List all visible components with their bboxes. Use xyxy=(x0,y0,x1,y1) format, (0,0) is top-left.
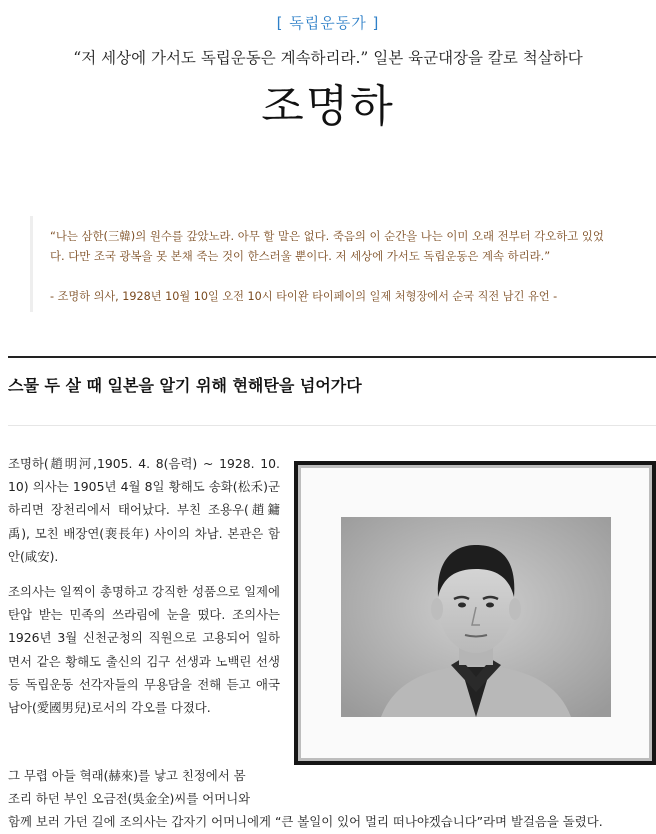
subtitle: “저 세상에 가서도 독립운동은 계속하리라.” 일본 육군대장을 칼로 척살하다 xyxy=(73,49,583,67)
quote-block xyxy=(30,216,656,312)
quote-text xyxy=(50,226,656,266)
paragraph-3 xyxy=(8,764,656,834)
paragraph-1: 조명하(趙明河,1905. 4. 8(음력) ~ 1928. 10. 10) 의사는 1905년 4월 8일 황해도 송화(松禾)군 하리면 장천리에서 태어났다. 부친 조용우(趙鏞禹), 모친 배장연(裵長年) 사이의 차남. 본관은 함안(咸安). xyxy=(8,456,280,564)
portrait-mat xyxy=(298,465,652,761)
quote-line-1: “나는 삼한(三韓)의 원수를 갚았노라. 아무 할 말은 없다. 죽음의 이 순간을 나는 이미 오래 전부터 각오하고 있었 xyxy=(50,229,604,243)
portrait-frame xyxy=(294,461,656,765)
quote-line-2: 다. 다만 조국 광복을 못 본채 죽는 것이 한스러울 뿐이다. 저 세상에 가서도 독립운동은 계속 하리라.” xyxy=(50,249,551,263)
paragraph-3-line-3: 함께 보러 가던 길에 조의사는 갑자기 어머니에게 “큰 볼일이 있어 멀리 떠나야겠습니다”라며 발걸음을 돌렸다. xyxy=(8,814,603,830)
category-label: [ 독립운동가 ] xyxy=(276,14,380,32)
paragraph-3-line-1: 그 무렵 아들 혁래(赫來)를 낳고 친정에서 몸 xyxy=(8,768,246,783)
section-heading: 스물 두 살 때 일본을 알기 위해 현해탄을 넘어가다 xyxy=(8,376,362,395)
portrait-photo xyxy=(341,517,611,717)
paragraph-3-line-2: 조리 하던 부인 오금전(吳金全)씨를 어머니와 xyxy=(8,791,251,807)
section-divider-bottom xyxy=(8,425,656,426)
quote-source: - 조명하 의사, 1928년 10월 10일 오전 10시 타이완 타이페이의 일제 처형장에서 순국 직전 남긴 유언 - xyxy=(50,290,558,303)
page-title: 조명하 xyxy=(261,81,395,132)
paragraph-2: 조의사는 일찍이 총명하고 강직한 성품으로 일제에 탄압 받는 민족의 쓰라림에 눈을 떴다. 조의사는 1926년 3월 신천군청의 직원으로 고용되어 일하면서 같은 황해도 출신의 김구 선생과 노백린 선생 등 독립운동 선각자들의 무용담을 전해 듣고 애국남아(愛國男兒)로서의 각오를 다졌다. xyxy=(8,584,280,716)
article-body xyxy=(8,452,280,731)
section-divider-top xyxy=(8,356,656,358)
